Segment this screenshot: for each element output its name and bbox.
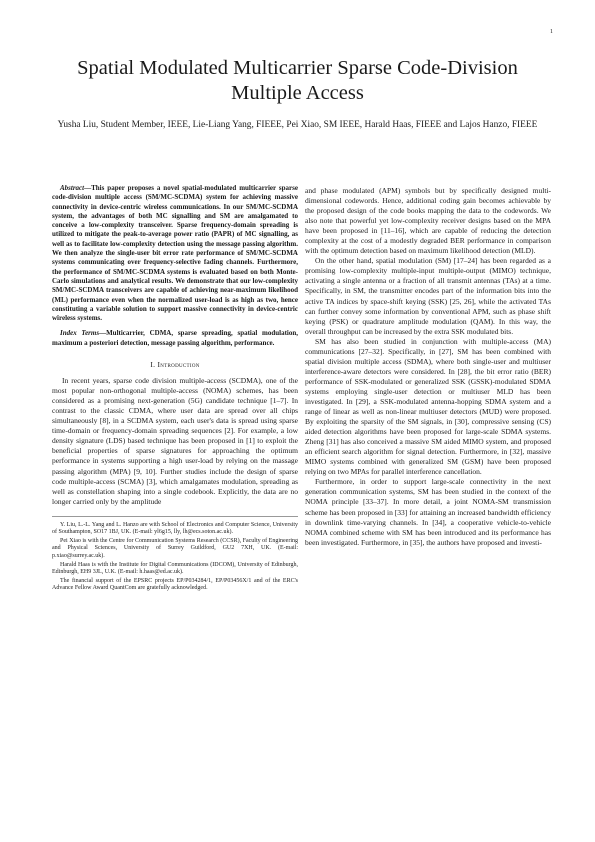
section-heading-introduction: I. Introduction	[150, 360, 200, 370]
body-paragraph: Furthermore, in order to support large-scale connectivity in the next generation communication systems, SM has been studied in the context of the NOMA principle [33–37]. In more detail, a joint NOMA-SM transmission scheme has been proposed in [33] for attaining an increased bandwidth efficiency in downlink time-varying channels. In [34], a cooperative vehicle-to-vehicle NOMA combined scheme with SM has been introduced and its performance has been investigated. Furthermore, in [35], the authors have proposed and investi-	[305, 477, 551, 547]
body-paragraph: In recent years, sparse code division multiple-access (SCDMA), one of the most popular non-orthogonal multiple-access (NOMA) schemes, has been considered as a promising next-generation (5G) candidate technique [1–7]. In contrast to the classic CDMA, where user data are spread over all chips simultaneously [8], in a SCDMA system, each user's data is spread using sparse time-domain or frequency-domain spreading sequences [2]. For example, a low density signature (LDS) based technique has been proposed in [1] to exploit the beneficial properties of sparse signatures for approaching the optimum performance in systems supporting a high user-load by relying on the massage passing algorithm (MPA) [9, 10]. Further studies include the design of sparse code multiple-access (SCMA) [3], which amalgamates modulation, spreading as well as constellation shaping into a single codebook. Explicitly, the data are no longer carried only by the amplitude	[52, 376, 298, 506]
footnote: Harald Haas is with the Institute for Digital Communications (IDCOM), University of Edinburgh, Edinburgh, EH9 3JL, U.K. (E-mail: h.haas@ed.ac.uk).	[52, 561, 298, 576]
body-paragraph: On the other hand, spatial modulation (SM) [17–24] has been regarded as a promising low-complexity multiple-input multiple-output (MIMO) technique, activating a single antenna or a fraction of all transmit antennas (TAs) at a time. Specifically, in SM, the transmitter encodes part of the information bits into the active TA indices by space-shift keying (SSK) [25, 26], while the activated TAs can further convey some information by conventional APM, such as phase shift keying (PSK) or quadrature amplitude modulation (QAM). In this way, the overall throughput can be increased by the extra SSK modulated bits.	[305, 256, 551, 336]
footnote: Pei Xiao is with the Centre for Communication Systems Research (CCSR), Faculty of Engineering and Physical Sciences, University of Surrey Guildford, GU2 7XH, UK. (E-mail: p.xiao@surrey.ac.uk).	[52, 537, 298, 560]
index-terms	[52, 329, 298, 348]
abstract-label: Abstract	[60, 184, 85, 192]
author-list: Yusha Liu, Student Member, IEEE, Lie-Liang Yang, FIEEE, Pei Xiao, SM IEEE, Harald Haas, FIEEE and Lajos Hanzo, FIEEE	[57, 120, 538, 130]
paper-title: Spatial Modulated Multicarrier Sparse Code-Division Multiple Access	[77, 57, 518, 104]
abstract-text: —This paper proposes a novel spatial-modulated multicarrier sparse code-division multiple access (SM/MC-SCDMA) system for achieving massive connectivity in device-centric wireless communications. In our SM/MC-SCDMA system, the advantages of both MC signalling and SM are amalgamated to conceive a low-complexity transceiver. Sparse frequency-domain spreading is utilized to mitigate the peak-to-average power ratio (PAPR) of MC signalling, as well as to facilitate low-complexity detection using the message passing algorithm. We then analyze the single-user bit error rate performance of SM/MC-SCDMA systems communicating over frequency-selective fading channels. Furthermore, the performance of SM/MC-SCDMA systems is evaluated based on both Monte-Carlo simulations and analytical results. We demonstrate that our low-complexity SM/MC-SCDMA transceivers are capable of achieving near-maximum likelihood (ML) performance even when the normalized user-load is as high as two, hence constituting a variable solution to support massive connectivity in device-centric wireless systems.	[52, 184, 298, 323]
footnote: The financial support of the EPSRC projects EP/P034284/1, EP/P03456X/1 and of the ERC's Advance Fellow Award QuantCom are gratefully acknowledged.	[52, 577, 298, 592]
page-number: 1	[550, 29, 553, 35]
body-paragraph: and phase modulated (APM) symbols but by specifically designed multi-dimensional codewords. Hence, additional coding gain becomes achievable by the proposed design of the code books mapping the data to the codewords. We also note that powerful yet low-complexity receiver designs based on the MPA have been proposed in [11–16], which are capable of reducing the detection complexity at the cost of a modestly degraded BER performance in comparison with the optimum detection based on maximum likelihood detection (MLD).	[305, 186, 551, 256]
left-column	[52, 184, 298, 594]
right-column	[305, 186, 551, 548]
footnote: Y. Liu, L.-L. Yang and L. Hanzo are with School of Electronics and Computer Science, University of Southampton, SO17 1BJ, UK. (E-mail: yl6g15, lly, lh@ecs.soton.ac.uk).	[52, 521, 298, 536]
index-terms-label: Index Terms	[60, 329, 100, 338]
abstract	[52, 184, 298, 323]
body-paragraph: SM has also been studied in conjunction with multiple-access (MA) communications [27–32]. Specifically, in [27], SM has been combined with spatial division multiple access (SDMA), where both single-user and multiuser interference-aware detectors were considered. In [28], the bit error ratio (BER) performance of SSK-modulated or generalized SSK (GSSK)-modulated SDMA systems employing single-user detection or multiuser MLD has been investigated. In [29], a SSK-modulated antenna-hopping SDMA system and a range of linear as well as non-linear multiuser detectors (MUD) were proposed. By exploiting the sparsity of the SM signals, in [30], compressive sensing (CS) aided detection algorithms have been proposed for large-scale SDMA systems. Zheng [31] has also conceived a massive SM aided MIMO system, and proposed an efficient search algorithm for signal detection. Furthermore, in [32], massive MIMO systems combined with generalized SM (GSM) have been proposed relying on two MPAs for parallel interference cancellation.	[305, 336, 551, 477]
author-footnotes	[52, 516, 298, 593]
index-terms-text: —Multicarrier, CDMA, sparse spreading, spatial modulation, maximum a posteriori detection, message passing algorithm, performance.	[52, 329, 299, 347]
